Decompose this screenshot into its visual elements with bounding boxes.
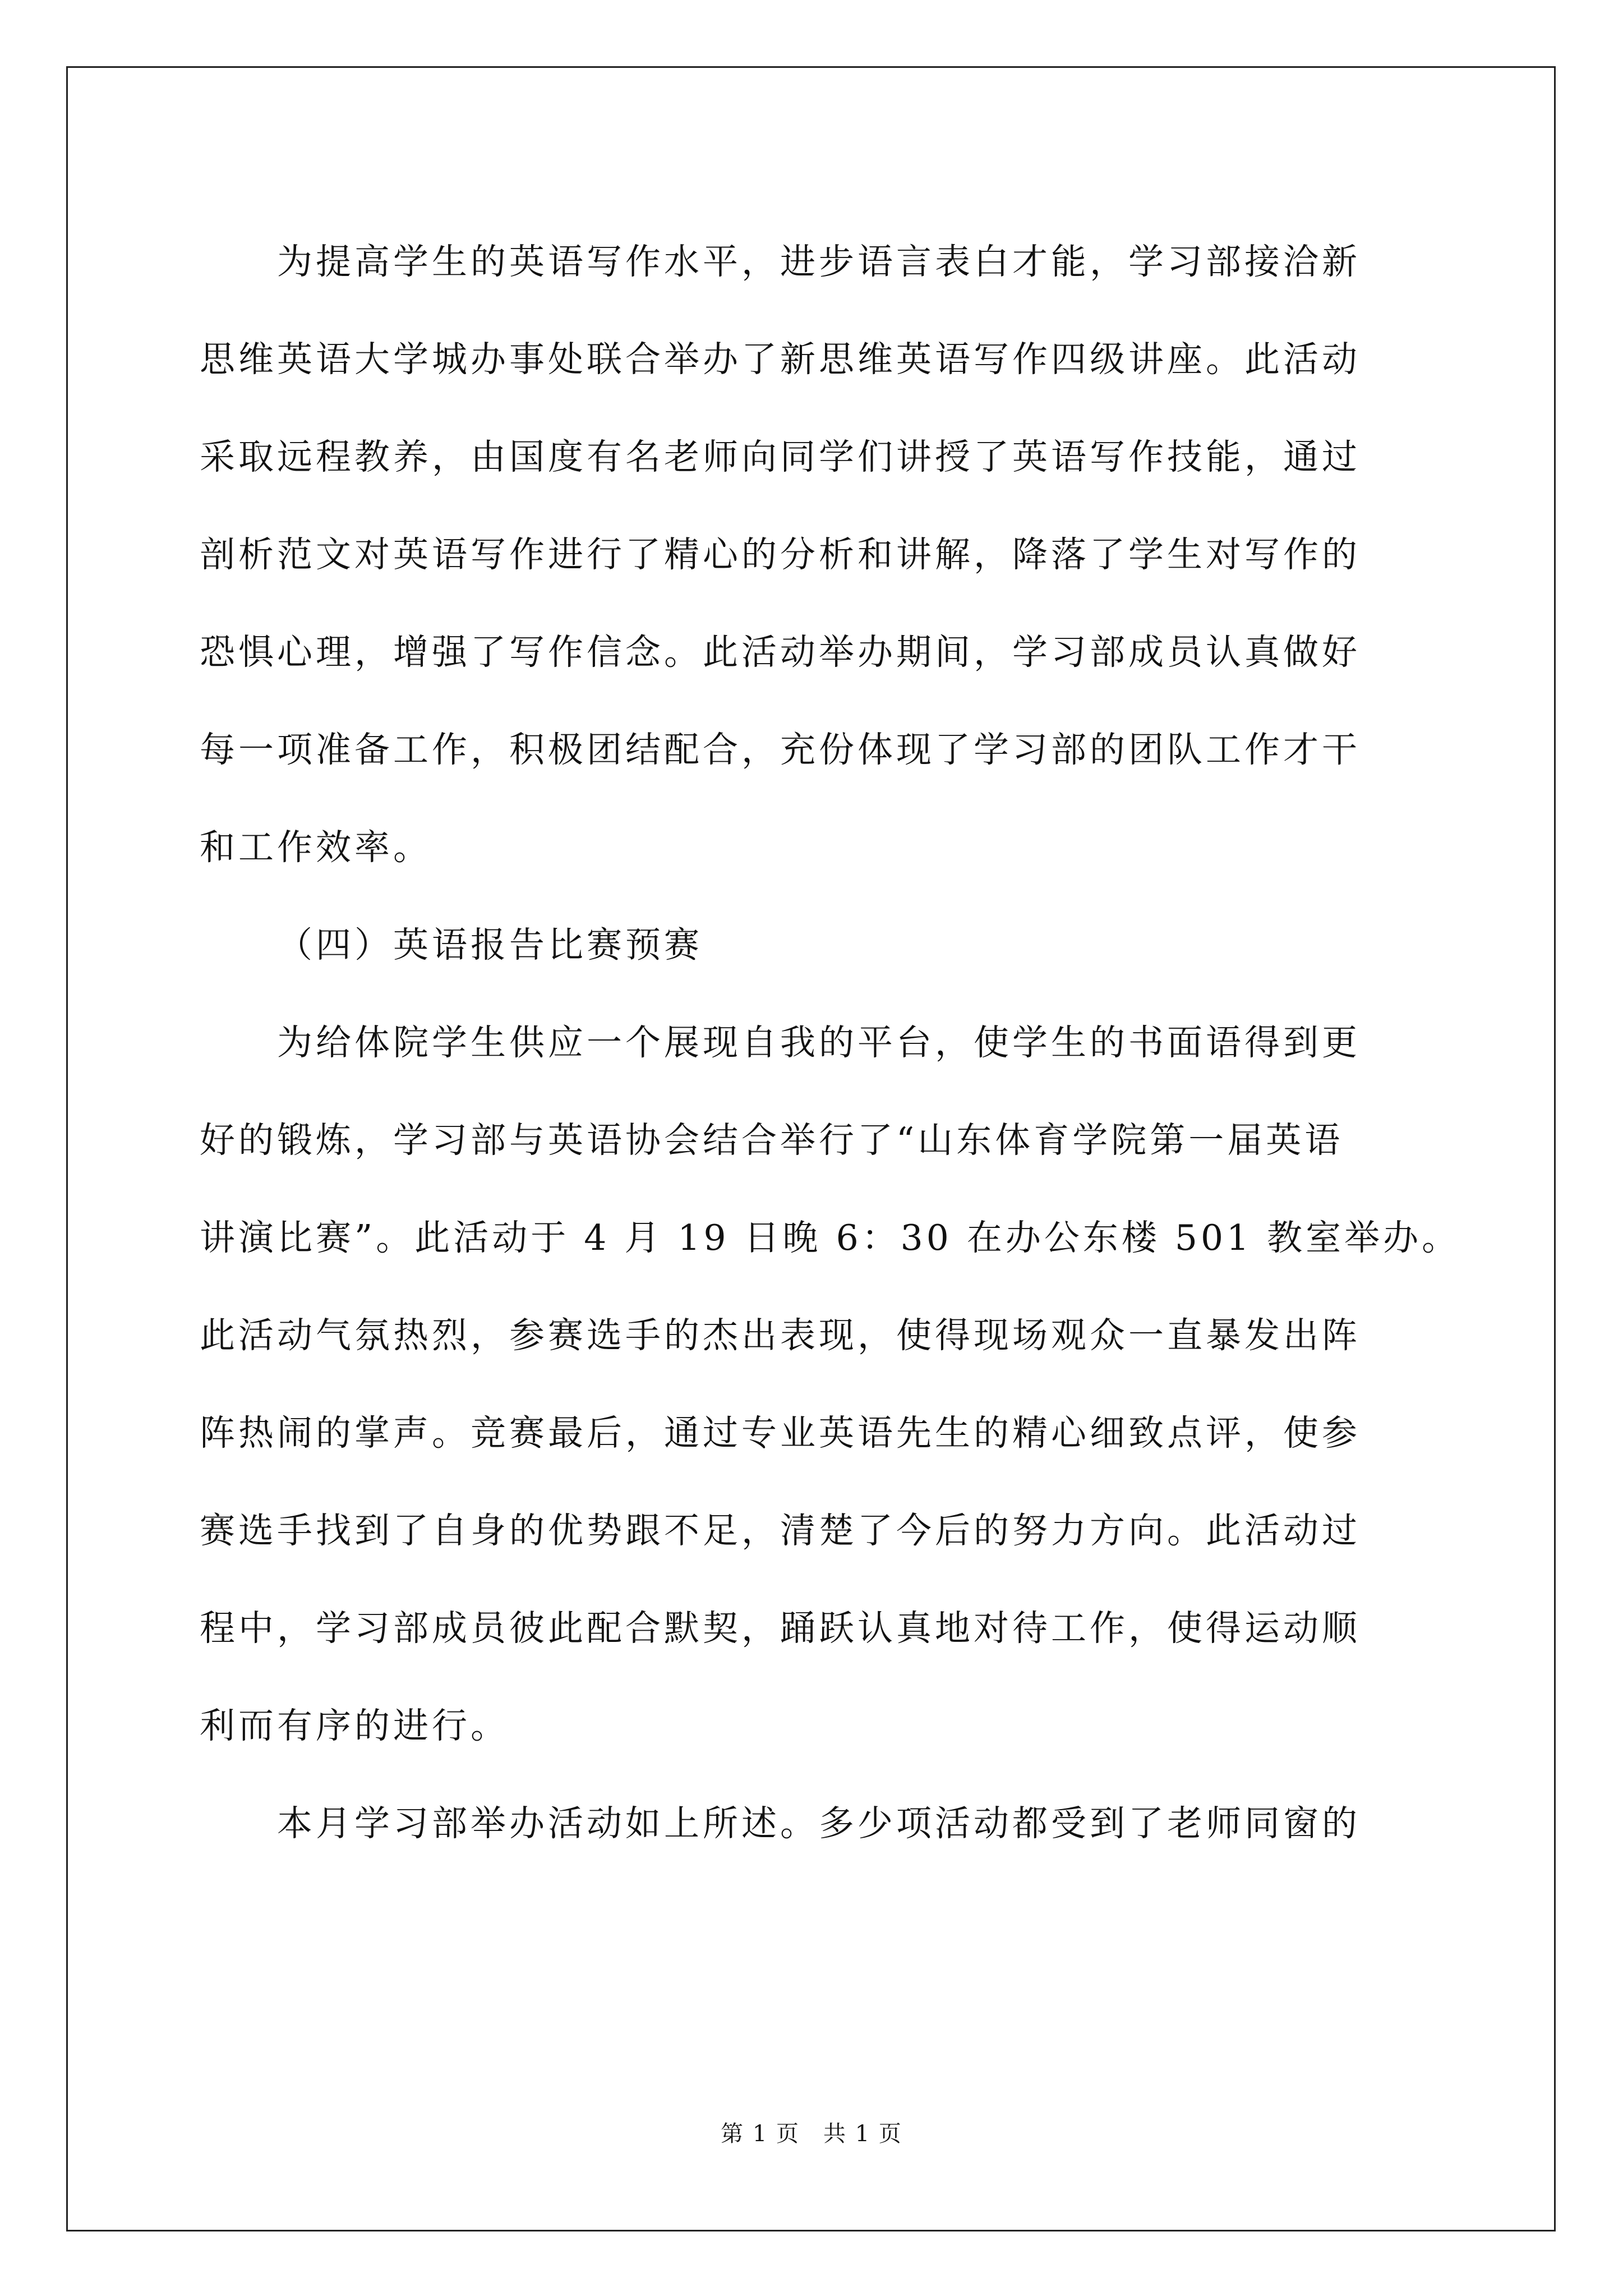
document-body — [200, 213, 1461, 1872]
text-line: 本月学习部举办活动如上所述。多少项活动都受到了老师同窗的 — [277, 1803, 1361, 1844]
text-line: 为给体院学生供应一个展现自我的平台，使学生的书面语得到更 — [277, 1022, 1361, 1063]
text-line: 剖析范文对英语写作进行了精心的分析和讲解，降落了学生对写作的 — [200, 534, 1361, 575]
text-line: 每一项准备工作，积极团结配合，充份体现了学习部的团队工作才干 — [200, 729, 1361, 770]
text-line: 好的锻炼，学习部与英语协会结合举行了“山东体育学院第一届英语 — [200, 1120, 1344, 1161]
text-line: （四）英语报告比赛预赛 — [277, 924, 703, 965]
text-line: 利而有序的进行。 — [200, 1705, 509, 1746]
paragraph-writing-lecture — [200, 213, 1422, 896]
paragraph-speech-contest — [200, 994, 1461, 1775]
text-line: 思维英语大学城办事处联合举办了新思维英语写作四级讲座。此活动 — [200, 339, 1361, 380]
text-line: 此活动气氛热烈，参赛选手的杰出表现，使得现场观众一直暴发出阵 — [200, 1315, 1361, 1356]
text-line: 程中，学习部成员彼此配合默契，踊跃认真地对待工作，使得运动顺 — [200, 1608, 1361, 1649]
text-line: 为提高学生的英语写作水平，进步语言表白才能，学习部接洽新 — [277, 241, 1361, 282]
section-heading — [200, 896, 1422, 994]
text-line: 和工作效率。 — [200, 827, 432, 868]
text-line: 恐惧心理，增强了写作信念。此活动举办期间，学习部成员认真做好 — [200, 632, 1361, 673]
text-line: 阵热闹的掌声。竞赛最后，通过专业英语先生的精心细致点评，使参 — [200, 1412, 1361, 1453]
text-line: 讲演比赛”。此活动于 4 月 19 日晚 6：30 在办公东楼 501 教室举办。 — [200, 1217, 1461, 1258]
paragraph-summary — [200, 1775, 1422, 1872]
text-line: 采取远程教养，由国度有名老师向同学们讲授了英语写作技能，通过 — [200, 436, 1361, 477]
text-line: 赛选手找到了自身的优势跟不足，清楚了今后的努力方向。此活动过 — [200, 1510, 1361, 1551]
page-footer: 第 1 页 共 1 页 — [721, 2121, 902, 2147]
